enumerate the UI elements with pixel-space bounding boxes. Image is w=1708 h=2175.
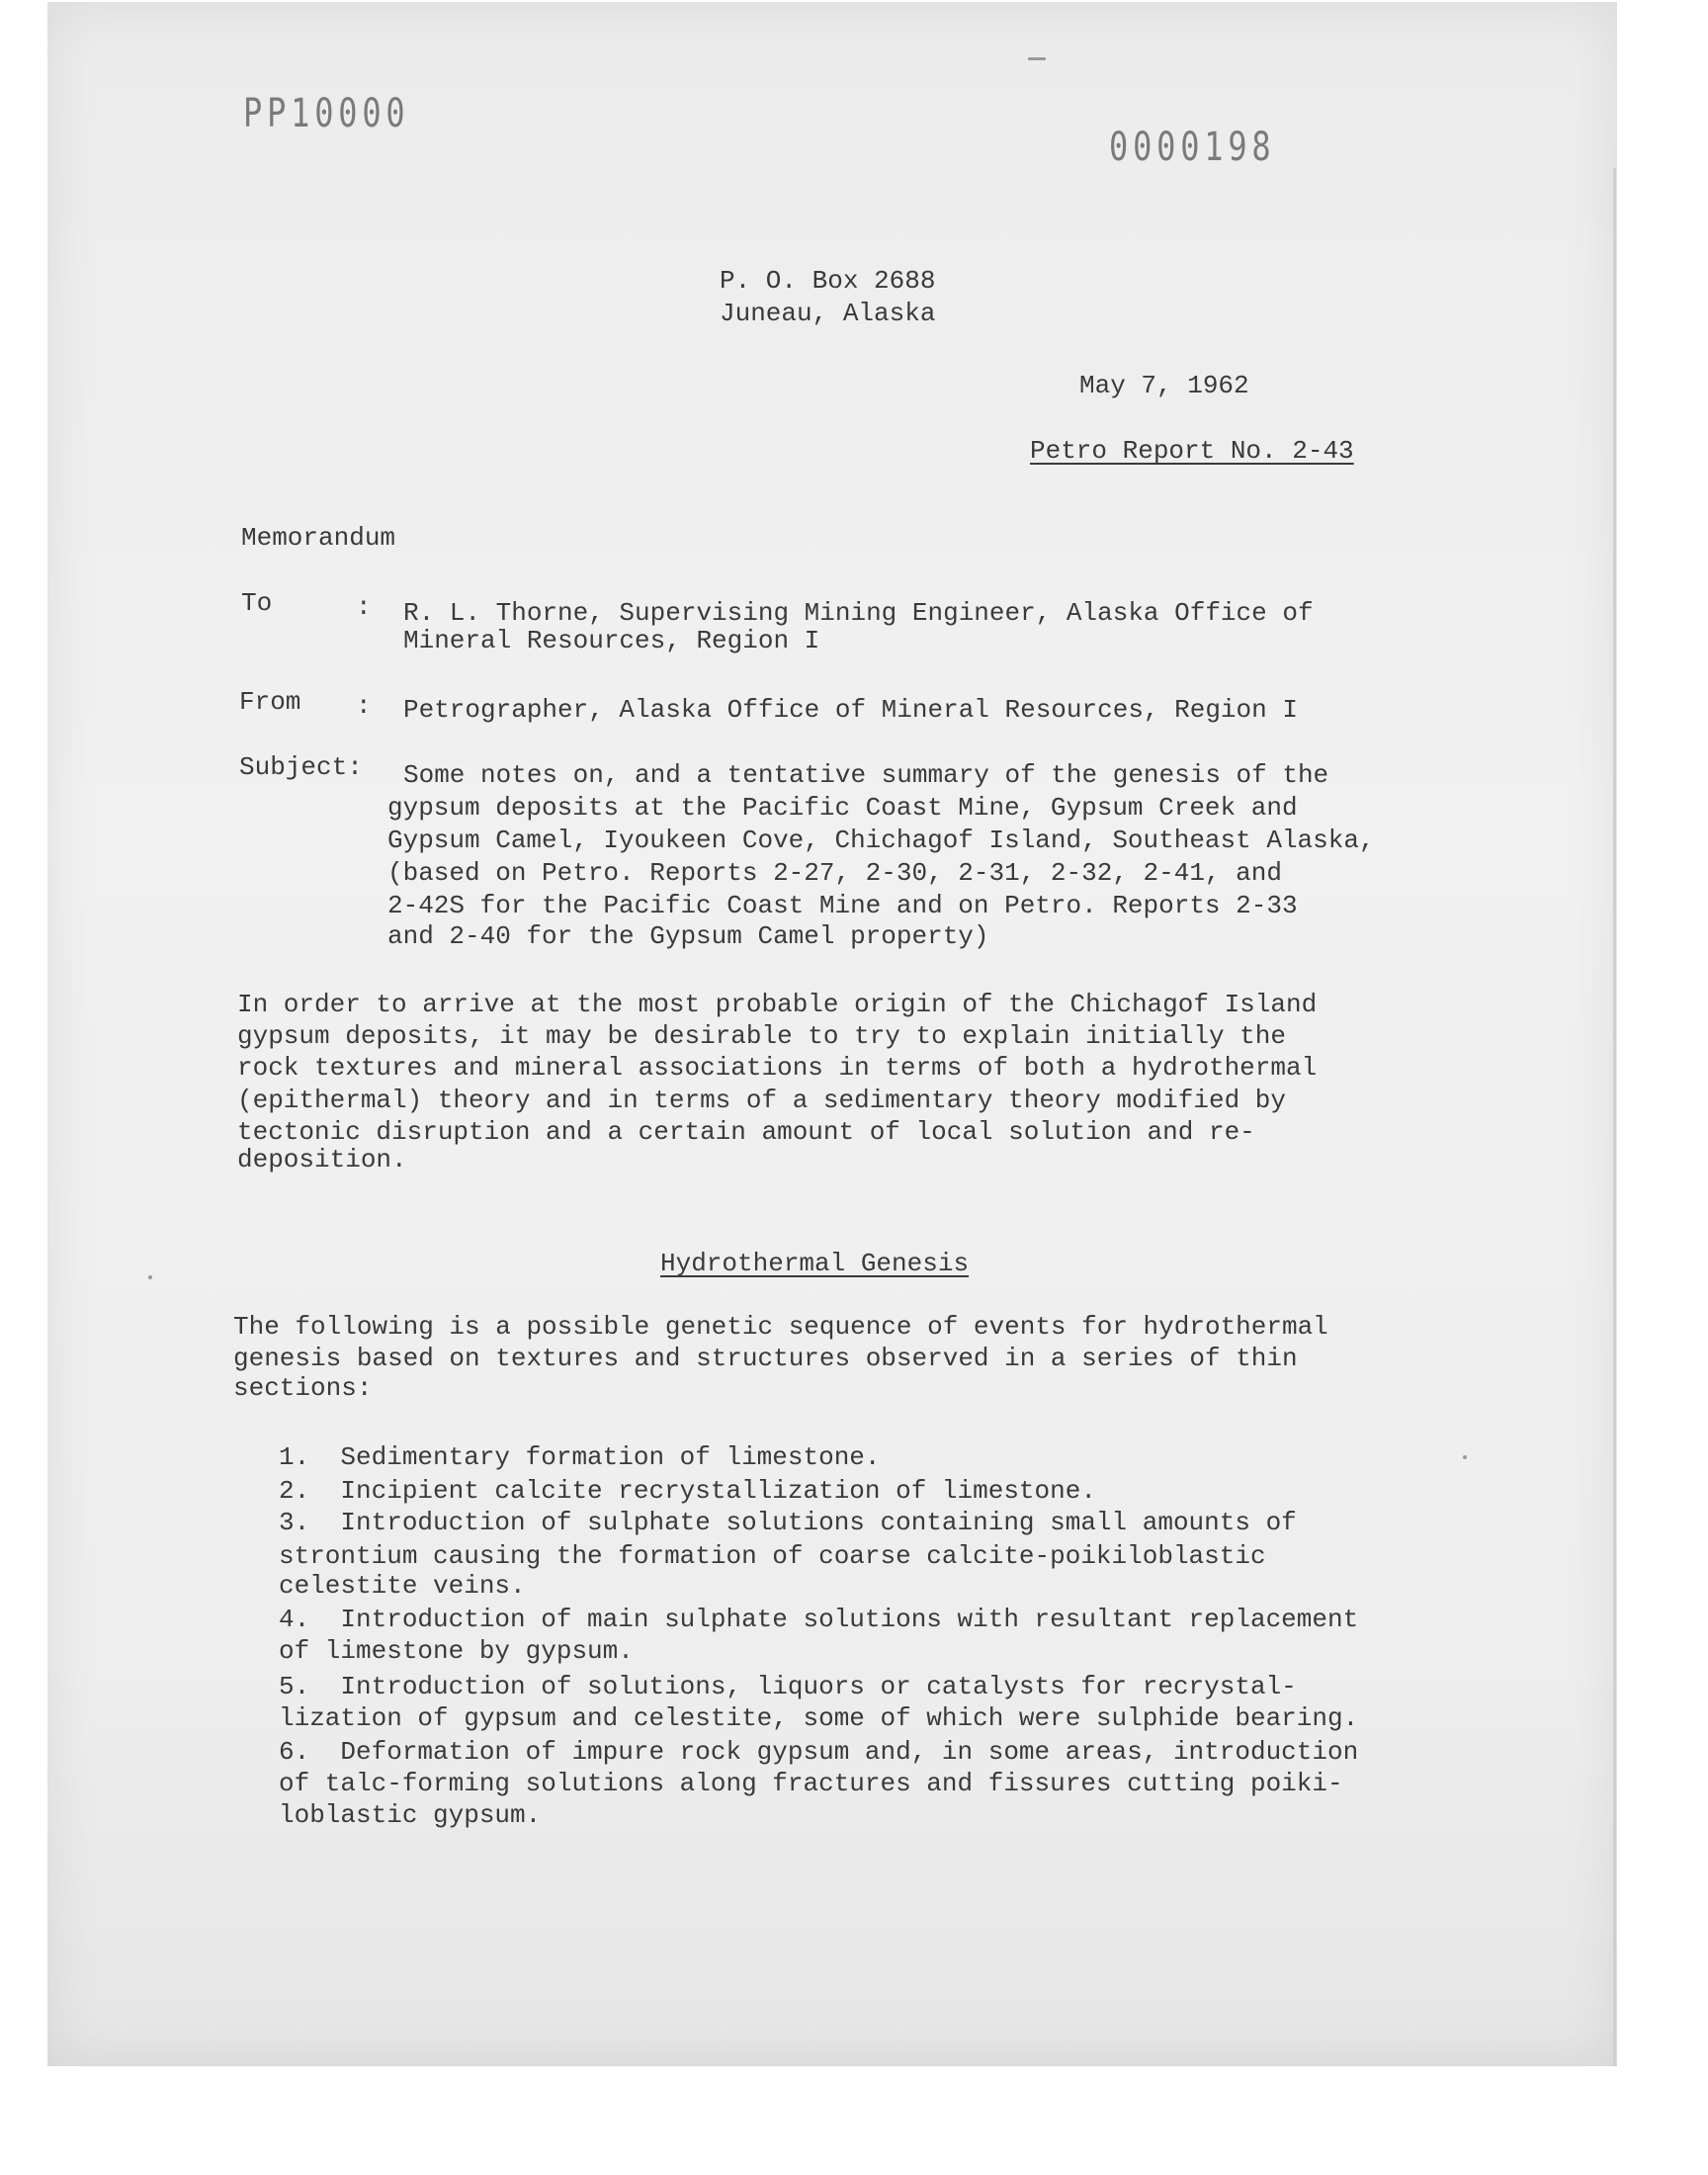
speck (1463, 1455, 1467, 1459)
paragraph-line: tectonic disruption and a certain amount of local solution and re- (237, 1117, 1255, 1147)
subject-line: Some notes on, and a tentative summary of the genesis of the (403, 760, 1329, 790)
paragraph-line: In order to arrive at the most probable origin of the Chichagof Island (237, 990, 1318, 1019)
subject-line: gypsum deposits at the Pacific Coast Mine, Gypsum Creek and (387, 793, 1298, 823)
paragraph-line: deposition. (237, 1145, 407, 1174)
memo-date: May 7, 1962 (1079, 371, 1249, 400)
list-item: 1. Sedimentary formation of limestone. (279, 1442, 881, 1472)
section-heading: Hydrothermal Genesis (660, 1249, 970, 1278)
subject-label: Subject: (239, 752, 363, 782)
list-item-continuation: of talc-forming solutions along fractures and fissures cutting poiki- (279, 1769, 1343, 1798)
list-item: 4. Introduction of main sulphate solutions with resultant replacement (279, 1605, 1359, 1634)
list-item-continuation: of limestone by gypsum. (279, 1636, 634, 1666)
list-item: 5. Introduction of solutions, liquors or catalysts for recrystal- (279, 1672, 1297, 1701)
subject-line: 2-42S for the Pacific Coast Mine and on Petro. Reports 2-33 (387, 891, 1298, 920)
list-item: 2. Incipient calcite recrystallization of limestone. (279, 1476, 1096, 1506)
sheet-edge (1613, 168, 1616, 2066)
address-line-2: Juneau, Alaska (720, 299, 936, 328)
subject-line: (based on Petro. Reports 2-27, 2-30, 2-31, 2-32, 2-41, and (387, 858, 1282, 888)
paragraph-line: The following is a possible genetic sequence of events for hydrothermal (233, 1312, 1328, 1342)
report-number: Petro Report No. 2-43 (1030, 436, 1354, 466)
speck (1028, 57, 1046, 60)
to-label: To (241, 588, 273, 618)
paragraph-line: gypsum deposits, it may be desirable to try to explain initially the (237, 1021, 1286, 1051)
document-id-stamp-right: 0000198 (1109, 125, 1276, 170)
list-item-continuation: strontium causing the formation of coarse calcite-poikiloblastic (279, 1541, 1266, 1571)
paragraph-line: genesis based on textures and structures observed in a series of thin (233, 1344, 1298, 1373)
subject-line: and 2-40 for the Gypsum Camel property) (387, 921, 989, 951)
document-id-stamp-left: PP10000 (243, 91, 410, 136)
list-item-continuation: lization of gypsum and celestite, some of which were sulphide bearing. (279, 1703, 1359, 1733)
from-label: From (239, 687, 301, 717)
subject-line: Gypsum Camel, Iyoukeen Cove, Chichagof Island, Southeast Alaska, (387, 826, 1375, 855)
memo-label: Memorandum (241, 523, 396, 553)
speck (148, 1275, 152, 1279)
address-line-1: P. O. Box 2688 (720, 266, 936, 296)
to-line: R. L. Thorne, Supervising Mining Engineer, Alaska Office of (403, 598, 1314, 628)
list-item-continuation: celestite veins. (279, 1571, 526, 1601)
paragraph-line: (epithermal) theory and in terms of a sedimentary theory modified by (237, 1086, 1286, 1115)
to-colon: : (356, 592, 372, 622)
list-item: 6. Deformation of impure rock gypsum and, in some areas, introduction (279, 1737, 1359, 1767)
paragraph-line: rock textures and mineral associations in terms of both a hydrothermal (237, 1053, 1318, 1083)
to-line: Mineral Resources, Region I (403, 626, 820, 655)
list-item: 3. Introduction of sulphate solutions containing small amounts of (279, 1508, 1297, 1537)
from-text: Petrographer, Alaska Office of Mineral Resources, Region I (403, 695, 1298, 725)
paragraph-line: sections: (233, 1373, 373, 1403)
list-item-continuation: loblastic gypsum. (279, 1800, 542, 1830)
from-colon: : (356, 691, 372, 721)
